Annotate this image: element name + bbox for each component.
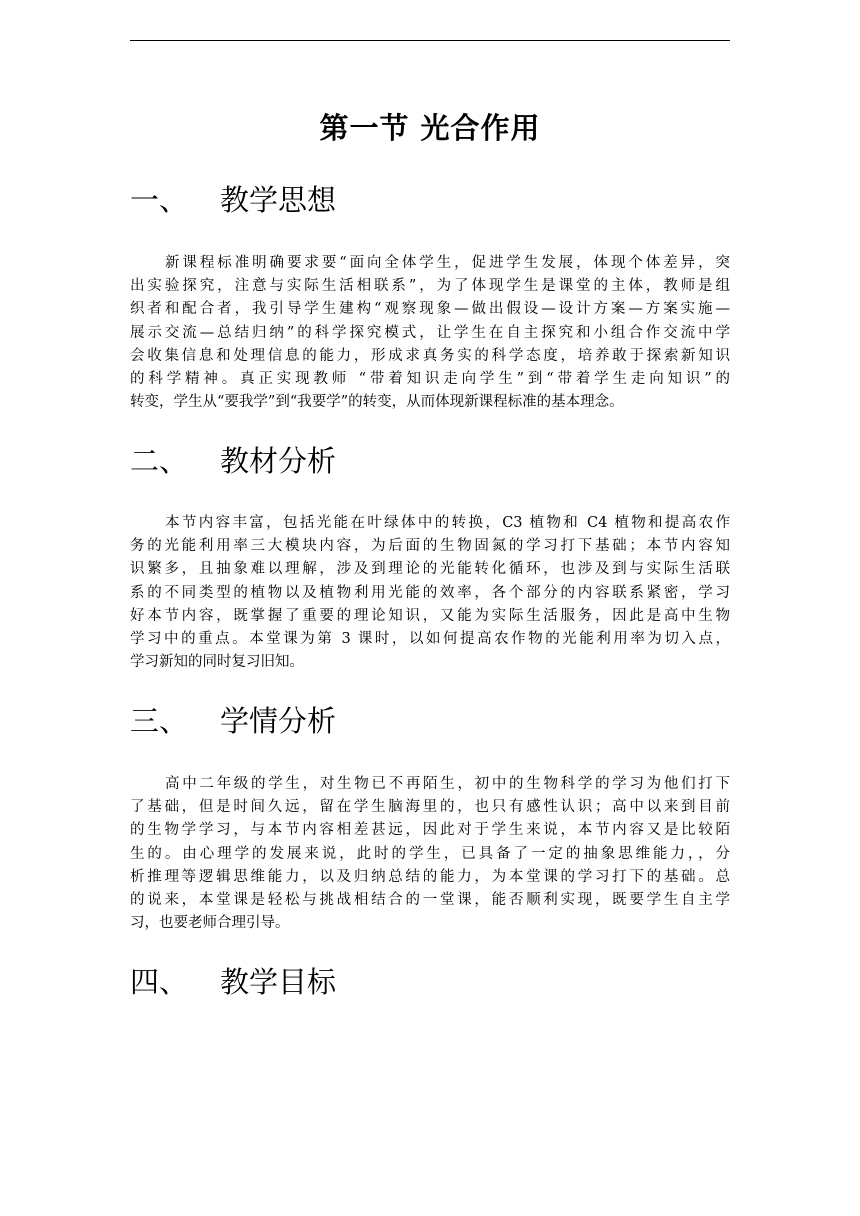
paragraph-line: 高中二年级的学生，对生物已不再陌生，初中的生物科学的学习为他们打下: [165, 776, 730, 792]
section-heading-2: [130, 438, 730, 484]
paragraph-line: 识繁多，且抽象难以理解，涉及到理论的光能转化循环，也涉及到与实际生活联: [130, 561, 730, 578]
paragraph-line: 务的光能利用率三大模块内容，为后面的生物固氮的学习打下基础；本节内容知: [130, 538, 730, 555]
paragraph-line: 出实验探究，注意与实际生活相联系”，为了体现学生是课堂的主体，教师是组: [130, 278, 730, 295]
paragraph-line: 习，也要老师合理引导。: [130, 915, 290, 932]
paragraph-textbook-analysis: [130, 512, 730, 674]
paragraph-line: 好本节内容，既掌握了重要的理论知识，又能为实际生活服务，因此是高中生物: [130, 607, 730, 624]
paragraph-line: 的说来，本堂课是轻松与挑战相结合的一堂课，能否顺利实现，既要学生自主学: [130, 891, 730, 908]
section-number: 二、: [130, 444, 189, 478]
paragraph-line: 系的不同类型的植物以及植物利用光能的效率，各个部分的内容联系紧密，学习: [130, 584, 730, 601]
section-heading-3: [130, 698, 730, 744]
paragraph-line: 展示交流—总结归纳”的科学探究模式，让学生在自主探究和小组合作交流中学: [130, 324, 730, 341]
paragraph-line: 新课程标准明确要求要“面向全体学生，促进学生发展，体现个体差异，突: [165, 255, 730, 271]
section-title: 学情分析: [220, 704, 337, 738]
section-number: 三、: [130, 704, 189, 738]
paragraph-line: 的生物学学习，与本节内容相差甚远，因此对于学生来说，本节内容又是比较陌: [130, 822, 730, 839]
section-number: 一、: [130, 183, 189, 217]
section-title: 教学目标: [220, 965, 337, 999]
paragraph-learner-analysis: [130, 773, 730, 935]
paragraph-line: 转变，学生从“要我学”到“我要学”的转变，从而体现新课程标准的基本理念。: [130, 394, 624, 411]
section-title: 教材分析: [220, 444, 337, 478]
section-title: 教学思想: [220, 183, 337, 217]
section-number: 四、: [130, 965, 189, 999]
paragraph-line: 了基础，但是时间久远，留在学生脑海里的，也只有感性认识；高中以来到目前: [130, 799, 730, 816]
paragraph-line: 生的。由心理学的发展来说，此时的学生，已具备了一定的抽象思维能力，，分: [130, 845, 730, 862]
paragraph-teaching-philosophy: [130, 252, 730, 414]
paragraph-line: 的科学精神。真正实现教师 “带着知识走向学生”到“带着学生走向知识”的: [130, 370, 730, 387]
paragraph-line: 学习中的重点。本堂课为第 3 课时，以如何提高农作物的光能利用率为切入点，: [130, 630, 730, 647]
section-heading-1: [130, 177, 730, 223]
section-heading-4: [130, 959, 730, 1005]
paragraph-line: 会收集信息和处理信息的能力，形成求真务实的科学态度，培养敢于探索新知识: [130, 347, 730, 364]
paragraph-line: 析推理等逻辑思维能力，以及归纳总结的能力，为本堂课的学习打下的基础。总: [130, 868, 730, 885]
paragraph-line: 本节内容丰富，包括光能在叶绿体中的转换，C3 植物和 C4 植物和提高农作: [165, 515, 730, 531]
header-rule: [130, 40, 730, 41]
page-title: 第一节 光合作用: [319, 111, 541, 145]
paragraph-line: 学习新知的同时复习旧知。: [130, 654, 304, 671]
paragraph-line: 织者和配合者，我引导学生建构“观察现象—做出假设—设计方案—方案实施—: [130, 301, 730, 318]
